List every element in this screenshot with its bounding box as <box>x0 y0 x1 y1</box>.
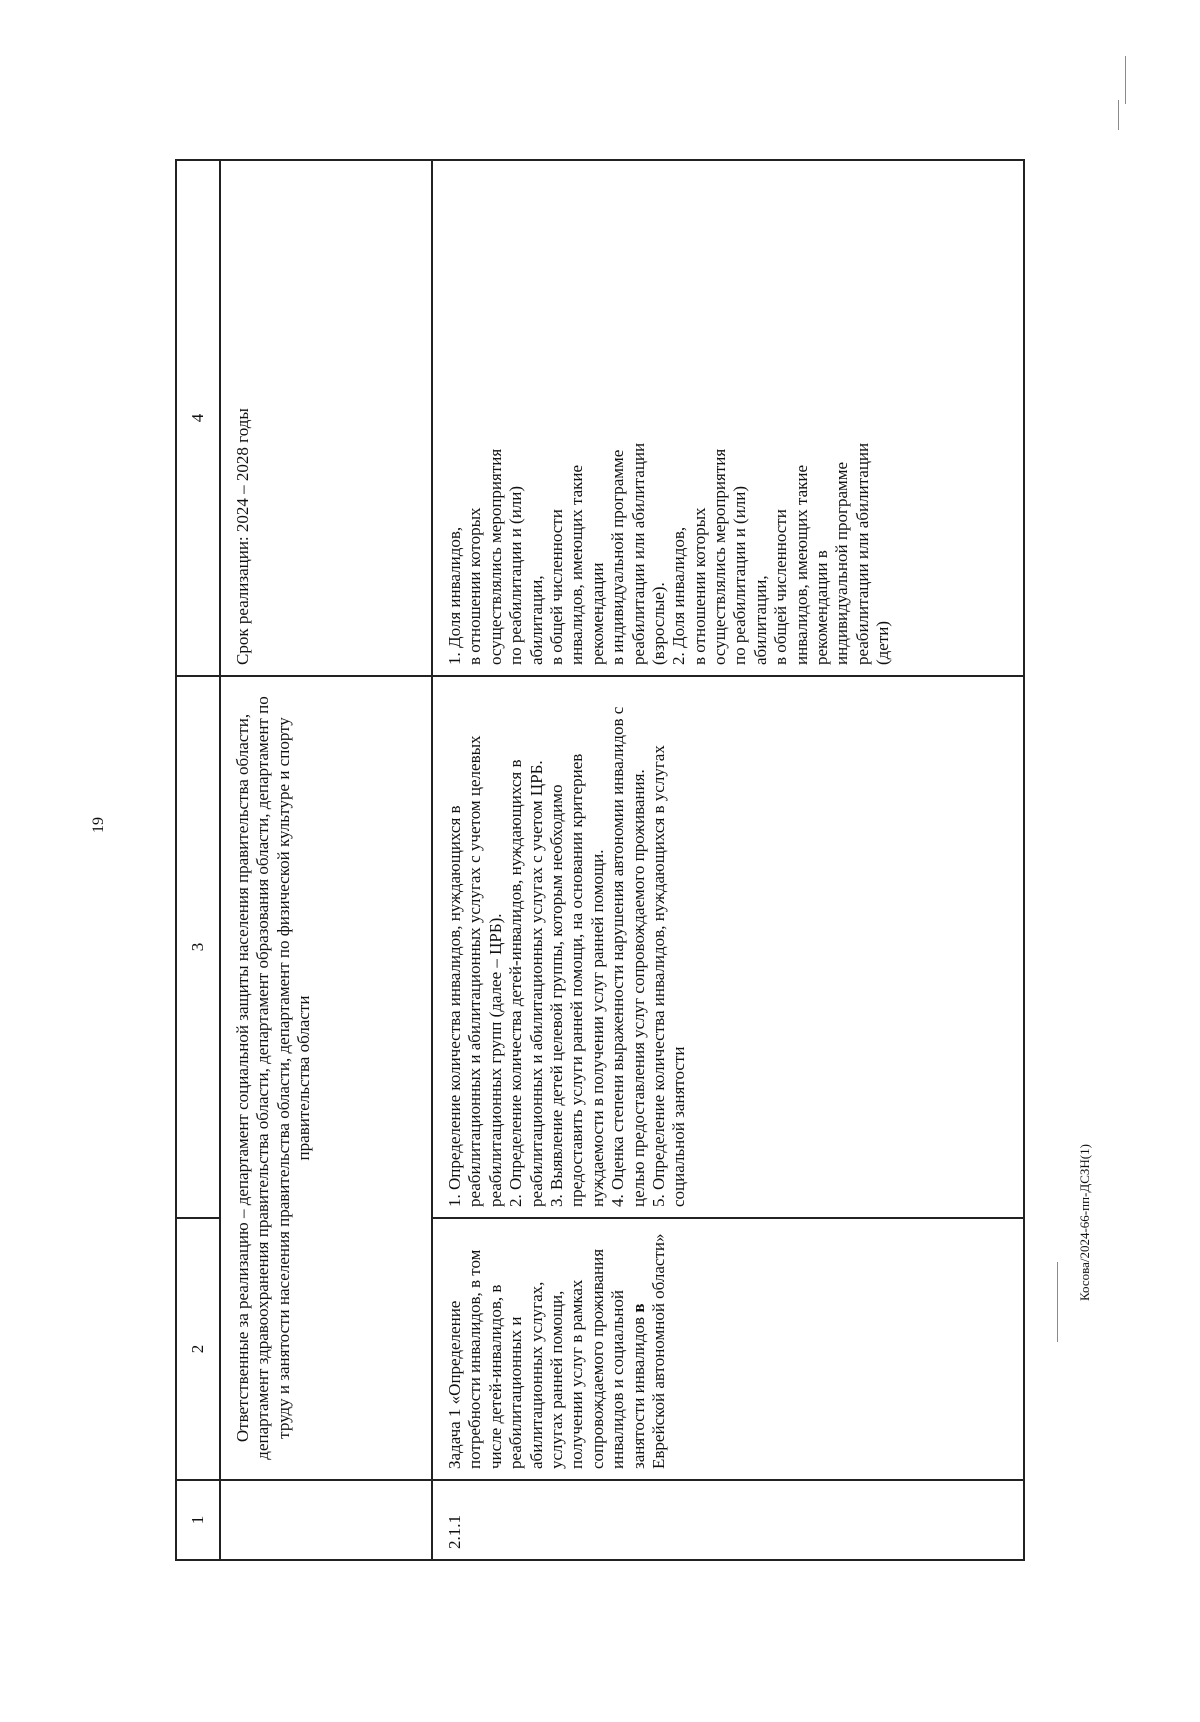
program-table <box>175 159 1025 1561</box>
indicator-line: в общей численности <box>771 509 791 665</box>
indicator-line: в отношении которых <box>465 507 485 665</box>
scan-artifact-line <box>1118 100 1119 130</box>
responsible-row <box>220 160 432 1560</box>
indicator-line: рекомендации <box>587 562 607 665</box>
indicator-line: индивидуальной программе <box>832 461 852 665</box>
indicator-line: реабилитации или абилитации <box>852 442 872 665</box>
indicator-line: 2. Доля инвалидов, <box>669 526 689 665</box>
page-number: 19 <box>90 817 107 833</box>
document-code: Косова/2024-66-пп-ДСЗН(1) <box>1077 1144 1092 1301</box>
task-title-bold: в <box>628 1303 648 1313</box>
indicator-line: инвалидов, имеющих такие <box>791 464 811 665</box>
column-number: 3 <box>176 676 220 1218</box>
scan-artifact-line <box>1057 1262 1058 1342</box>
indicator-line: абилитации, <box>750 575 770 665</box>
indicator-line: (взрослые). <box>648 582 668 665</box>
indicator-line: по реабилитации и (или) <box>506 485 526 665</box>
task-title-text: Задача 1 «Определение потребности инвалидов, в том числе детей-инвалидов, в реабилитационных и абилитационных услугах, услугах ранней помощи, получении услуг в рамках сопровождаемого проживания инвалидов и социальной занятости инвалидов <box>445 1248 648 1469</box>
measures-list <box>432 676 1024 1218</box>
measure-item: 2. Определение количества детей-инвалидов, нуждающихся в реабилитационных и абилитационных услугах с учетом ЦРБ. <box>506 759 546 1207</box>
measure-item: 3. Выявление детей целевой группы, которым необходимо предоставить услуги ранней помощи, на основании критериев нуждаемости в получении услуг ранней помощи. <box>546 753 607 1207</box>
measure-item: 1. Определение количества инвалидов, нуждающихся в реабилитационных и абилитационных услугах с учетом целевых реабилитационных групп (далее – ЦРБ). <box>445 735 505 1207</box>
column-number: 4 <box>176 160 220 676</box>
column-number-row <box>176 160 220 1560</box>
task-title-tail: Еврейской автономной области» <box>648 1233 668 1469</box>
scan-artifact-line <box>1125 56 1126 104</box>
indicator-line: рекомендации в <box>812 550 832 665</box>
indicator-line: реабилитации или абилитации <box>628 442 648 665</box>
indicator-line: осуществлялись мероприятия <box>485 448 505 665</box>
indicator-line: (дети) <box>873 620 893 665</box>
program-table-rotated <box>175 161 1025 1561</box>
responsible-departments: Ответственные за реализацию – департамент социальной защиты населения правительства области, департамент здравоохранения правительства области, департамент образования области, департамент по труду и занятости населения правительства области, департамент по физической культуре и спорту правительства области <box>220 676 432 1480</box>
measure-item: 5. Определение количества инвалидов, нуждающихся в услугах социальной занятости <box>648 745 689 1207</box>
indicator-line: осуществлялись мероприятия <box>710 448 730 665</box>
indicator-line: 1. Доля инвалидов, <box>445 526 464 665</box>
implementation-term: Срок реализации: 2024 – 2028 годы <box>220 160 432 676</box>
indicator-line: в индивидуальной программе <box>608 449 628 665</box>
empty-cell <box>220 1480 432 1560</box>
task-number: 2.1.1 <box>432 1480 1024 1560</box>
indicator-line: в общей численности <box>546 509 566 665</box>
task-row <box>432 160 1024 1560</box>
column-number: 2 <box>176 1218 220 1480</box>
indicator-line: по реабилитации и (или) <box>730 485 750 665</box>
indicator-line: инвалидов, имеющих такие <box>567 464 587 665</box>
task-title <box>432 1218 1024 1480</box>
indicator-line: абилитации, <box>526 575 546 665</box>
measure-item: 4. Оценка степени выраженности нарушения автономии инвалидов с целью предоставления услуг сопровождаемого проживания. <box>608 706 648 1207</box>
column-number: 1 <box>176 1480 220 1560</box>
indicators-list <box>432 160 1024 676</box>
indicator-line: в отношении которых <box>689 507 709 665</box>
